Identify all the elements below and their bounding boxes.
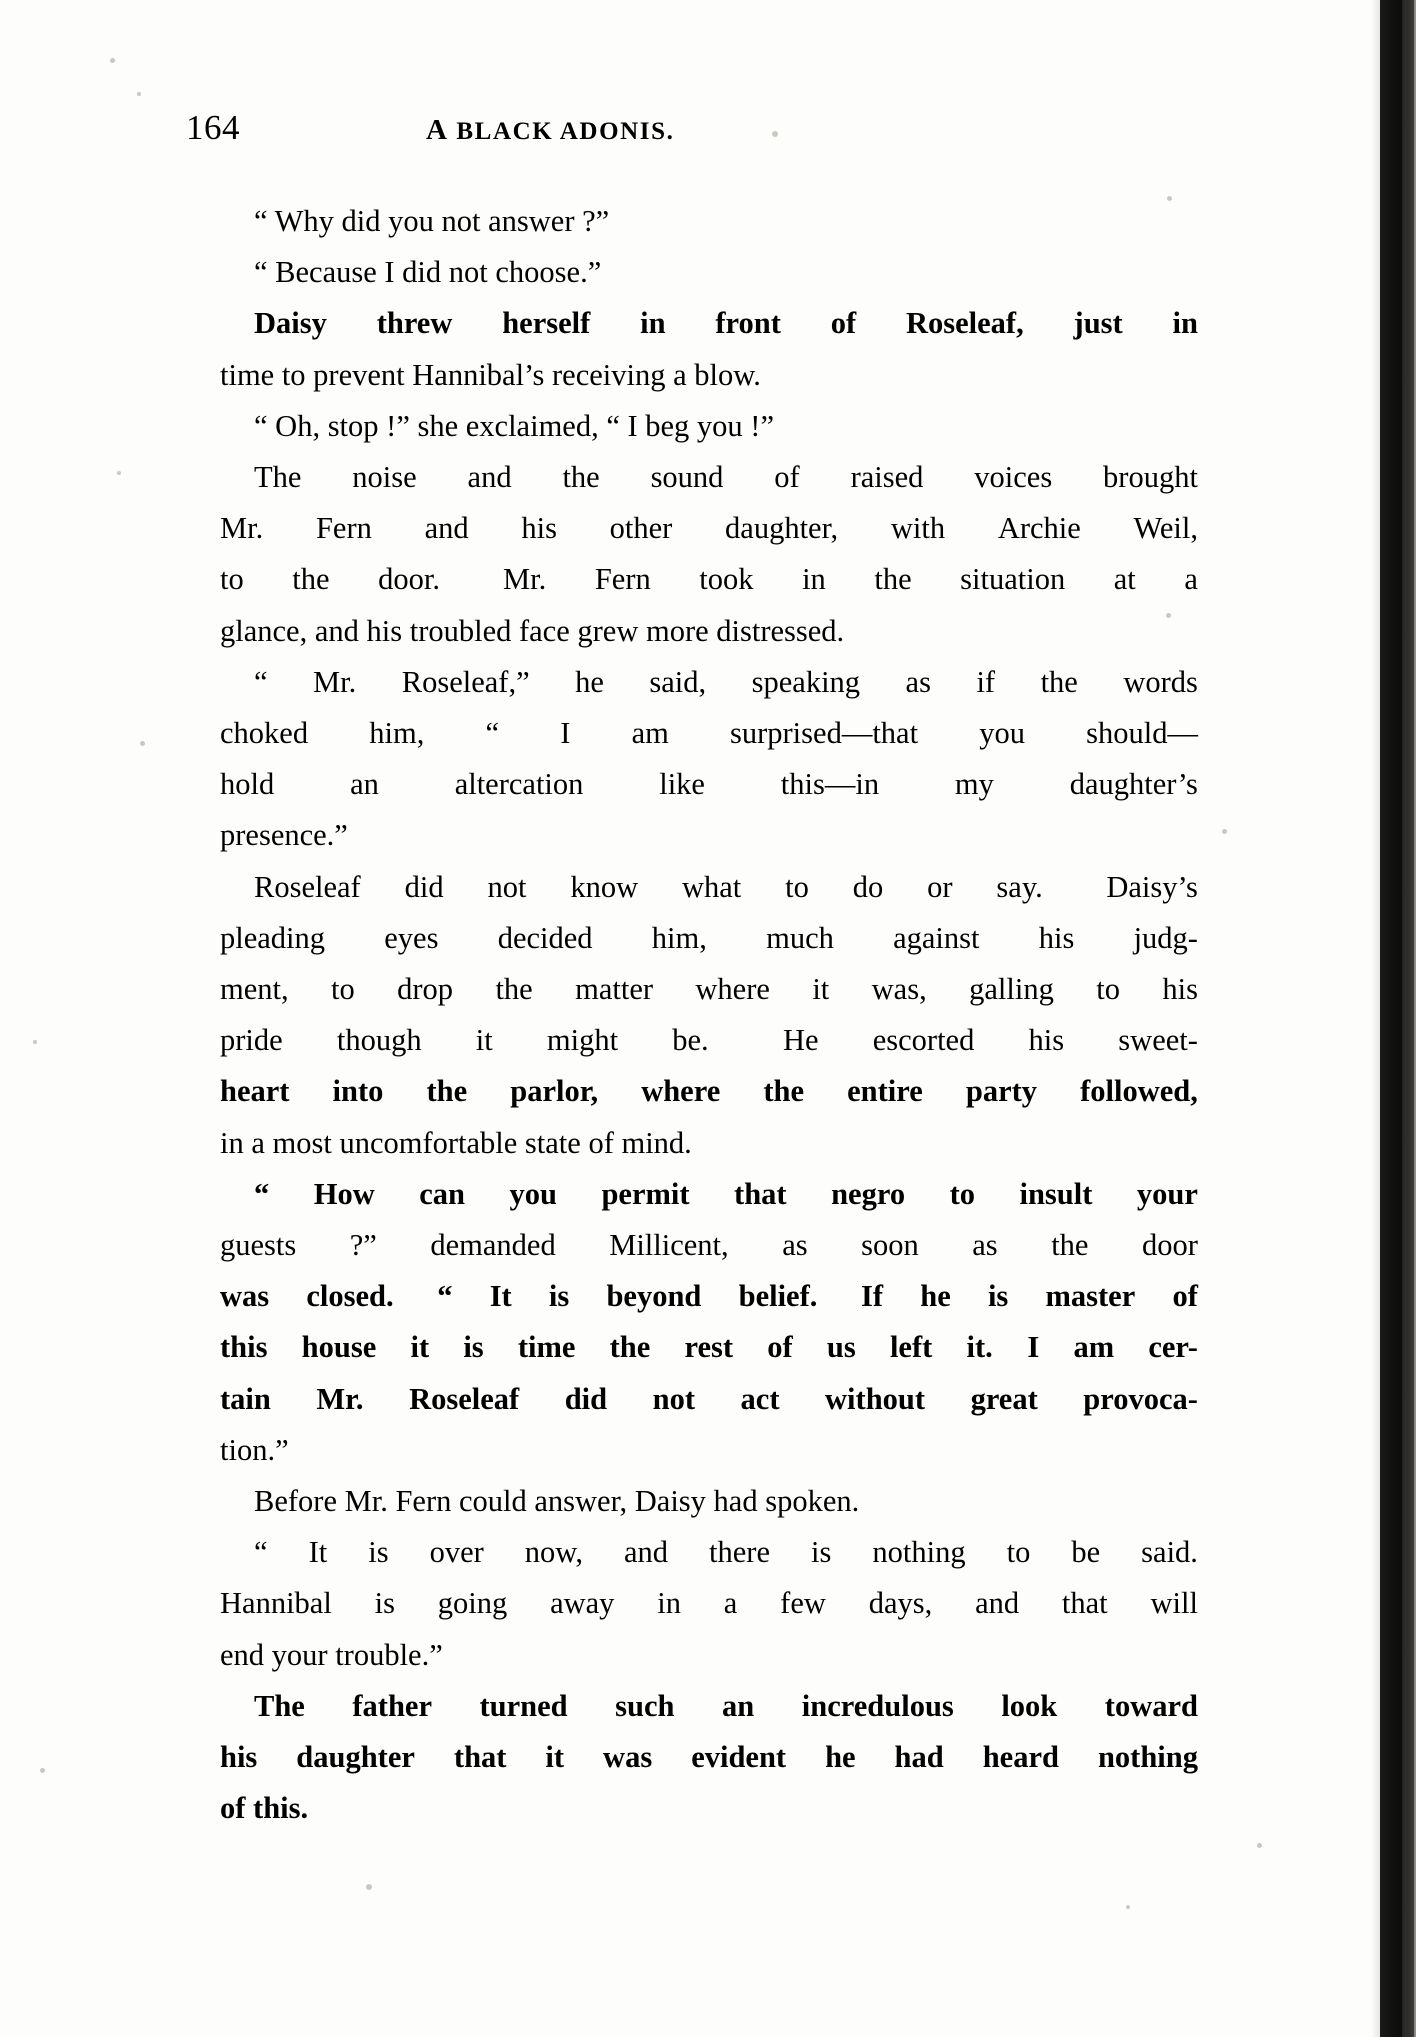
text-line bbox=[186, 1527, 1198, 1578]
word: voices bbox=[974, 460, 1053, 495]
word: and bbox=[424, 511, 469, 546]
word: into bbox=[332, 1074, 384, 1109]
word: it bbox=[812, 972, 830, 1007]
paragraph bbox=[186, 196, 1198, 247]
word: belief. bbox=[738, 1279, 818, 1314]
word: his bbox=[1162, 972, 1198, 1007]
word: drop bbox=[397, 972, 454, 1007]
word: an bbox=[722, 1688, 755, 1723]
word: turned bbox=[479, 1688, 568, 1723]
word: without bbox=[825, 1381, 926, 1416]
running-head-title: BLACK ADONIS. bbox=[456, 118, 675, 145]
word: and bbox=[975, 1586, 1020, 1621]
word: his bbox=[521, 511, 557, 546]
word: decided bbox=[497, 920, 593, 955]
word: the bbox=[426, 1074, 468, 1109]
text-line bbox=[186, 1271, 1198, 1322]
word: the bbox=[292, 562, 330, 597]
word: negro bbox=[831, 1176, 906, 1211]
word: that bbox=[734, 1176, 787, 1211]
word: It bbox=[308, 1535, 328, 1570]
word: like bbox=[659, 767, 705, 802]
word: daughter bbox=[296, 1740, 415, 1775]
word: was bbox=[220, 1279, 270, 1314]
word: was, bbox=[871, 972, 927, 1007]
word: Mr. bbox=[316, 1381, 364, 1416]
word: said, bbox=[649, 664, 707, 699]
word: heard bbox=[982, 1740, 1059, 1775]
word: with bbox=[890, 511, 946, 546]
word: I bbox=[560, 716, 571, 751]
paragraph bbox=[186, 862, 1198, 1169]
word: front bbox=[715, 306, 781, 341]
word: “ bbox=[485, 716, 500, 751]
text-line bbox=[186, 708, 1198, 759]
word: herself bbox=[502, 306, 591, 341]
text-line bbox=[186, 862, 1198, 913]
paragraph bbox=[186, 1527, 1198, 1681]
word: Millicent, bbox=[609, 1228, 729, 1263]
word: noise bbox=[352, 460, 417, 495]
word: ?” bbox=[349, 1228, 377, 1263]
word: to bbox=[331, 972, 355, 1007]
word: eyes bbox=[384, 920, 439, 955]
word: surprised—that bbox=[730, 716, 919, 751]
word: to bbox=[785, 869, 809, 904]
text-line bbox=[186, 1220, 1198, 1271]
word: him, bbox=[651, 920, 707, 955]
paragraph bbox=[186, 401, 1198, 452]
paragraph bbox=[186, 657, 1198, 862]
text-line bbox=[186, 913, 1198, 964]
word: had bbox=[894, 1740, 944, 1775]
word: situation bbox=[960, 562, 1066, 597]
word: do bbox=[852, 869, 884, 904]
word: act bbox=[740, 1381, 780, 1416]
word: The bbox=[254, 1688, 305, 1723]
paragraph bbox=[186, 1476, 1198, 1527]
word: it bbox=[410, 1330, 430, 1365]
word: us bbox=[826, 1330, 856, 1365]
word: tain bbox=[220, 1381, 271, 1416]
word: took bbox=[699, 562, 754, 597]
word: said. bbox=[1141, 1535, 1198, 1570]
word: choked bbox=[220, 716, 309, 751]
text-line bbox=[186, 1322, 1198, 1373]
word: is bbox=[811, 1535, 832, 1570]
word: pleading bbox=[220, 920, 326, 955]
word: you bbox=[509, 1176, 557, 1211]
word: might bbox=[546, 1023, 619, 1058]
word: demanded bbox=[430, 1228, 556, 1263]
text-line bbox=[186, 503, 1198, 554]
word: did bbox=[404, 869, 444, 904]
word: where bbox=[641, 1074, 721, 1109]
text-line bbox=[186, 1732, 1198, 1783]
word: pride bbox=[220, 1023, 283, 1058]
word: Hannibal bbox=[220, 1586, 332, 1621]
text-line bbox=[186, 1374, 1198, 1425]
word: How bbox=[313, 1176, 375, 1211]
word: an bbox=[350, 767, 379, 802]
word: look bbox=[1001, 1688, 1058, 1723]
word: to bbox=[1096, 972, 1120, 1007]
word: Fern bbox=[594, 562, 651, 597]
word: closed. bbox=[306, 1279, 394, 1314]
word: Roseleaf,” bbox=[401, 664, 530, 699]
word: “ bbox=[437, 1279, 453, 1314]
word: door bbox=[1141, 1228, 1198, 1263]
word: nothing bbox=[1097, 1740, 1198, 1775]
word: did bbox=[564, 1381, 608, 1416]
word: and bbox=[467, 460, 512, 495]
word: daughter, bbox=[725, 511, 839, 546]
word: door. bbox=[378, 562, 440, 597]
text-line: end your trouble.” bbox=[220, 1637, 443, 1672]
word: evident bbox=[691, 1740, 787, 1775]
word: provoca- bbox=[1083, 1381, 1198, 1416]
word: matter bbox=[575, 972, 654, 1007]
word: this bbox=[220, 1330, 268, 1365]
word: soon bbox=[861, 1228, 919, 1263]
word: Weil, bbox=[1133, 511, 1198, 546]
word: sound bbox=[650, 460, 724, 495]
word: “ bbox=[254, 664, 268, 699]
word: cer- bbox=[1148, 1330, 1198, 1365]
paragraph bbox=[186, 1681, 1198, 1835]
word: left bbox=[889, 1330, 933, 1365]
word: of bbox=[1172, 1279, 1198, 1314]
word: of bbox=[830, 306, 857, 341]
binding-edge-strip bbox=[1406, 0, 1414, 2037]
word: he bbox=[920, 1279, 951, 1314]
text-line bbox=[186, 759, 1198, 810]
word: Daisy’s bbox=[1106, 869, 1198, 904]
paragraph bbox=[186, 247, 1198, 298]
word: the bbox=[1040, 664, 1078, 699]
text-line bbox=[186, 452, 1198, 503]
text-line: “ Because I did not choose.” bbox=[254, 255, 602, 290]
body-text bbox=[186, 196, 1198, 1835]
text-line: Before Mr. Fern could answer, Daisy had spoken. bbox=[254, 1484, 860, 1519]
word: a bbox=[1184, 562, 1198, 597]
text-line bbox=[186, 1015, 1198, 1066]
word: I bbox=[1027, 1330, 1040, 1365]
word: permit bbox=[601, 1176, 690, 1211]
word: great bbox=[970, 1381, 1038, 1416]
word: altercation bbox=[454, 767, 584, 802]
word: in bbox=[802, 562, 826, 597]
word: The bbox=[254, 460, 302, 495]
word: galling bbox=[969, 972, 1054, 1007]
text-line: time to prevent Hannibal’s receiving a blow. bbox=[220, 357, 761, 392]
text-line bbox=[186, 1169, 1198, 1220]
text-line bbox=[186, 554, 1198, 605]
word: If bbox=[861, 1279, 884, 1314]
word: Roseleaf bbox=[254, 869, 361, 904]
word: ment, bbox=[220, 972, 289, 1007]
word: and bbox=[623, 1535, 669, 1570]
word: just bbox=[1073, 306, 1123, 341]
word: am bbox=[631, 716, 669, 751]
word: speaking bbox=[751, 664, 861, 699]
word: against bbox=[893, 920, 980, 955]
word: say. bbox=[996, 869, 1043, 904]
word: his bbox=[220, 1740, 258, 1775]
word: Fern bbox=[315, 511, 372, 546]
paragraph bbox=[186, 298, 1198, 400]
word: will bbox=[1150, 1586, 1198, 1621]
word: was bbox=[603, 1740, 653, 1775]
word: Mr. bbox=[503, 562, 547, 597]
word: of bbox=[774, 460, 800, 495]
word: he bbox=[575, 664, 604, 699]
word: few bbox=[780, 1586, 826, 1621]
word: over bbox=[429, 1535, 484, 1570]
paragraph bbox=[186, 452, 1198, 657]
word: not bbox=[487, 869, 527, 904]
binding-dark-strip bbox=[1380, 0, 1402, 2037]
word: a bbox=[723, 1586, 738, 1621]
word: escorted bbox=[872, 1023, 975, 1058]
word: is bbox=[548, 1279, 570, 1314]
text-line: in a most uncomfortable state of mind. bbox=[220, 1125, 692, 1160]
page-number: 164 bbox=[186, 108, 240, 147]
word: his bbox=[1038, 920, 1075, 955]
word: is bbox=[374, 1586, 395, 1621]
word: be bbox=[1071, 1535, 1101, 1570]
text-line bbox=[186, 1066, 1198, 1117]
word: it bbox=[475, 1023, 493, 1058]
word: as bbox=[782, 1228, 808, 1263]
word: he bbox=[825, 1740, 856, 1775]
word: heart bbox=[220, 1074, 290, 1109]
word: Mr. bbox=[220, 511, 264, 546]
word: the bbox=[495, 972, 533, 1007]
word: words bbox=[1123, 664, 1198, 699]
word: rest bbox=[684, 1330, 734, 1365]
word: is bbox=[368, 1535, 389, 1570]
word: the bbox=[874, 562, 912, 597]
word: of bbox=[767, 1330, 793, 1365]
word: daughter’s bbox=[1069, 767, 1198, 802]
word: in bbox=[1172, 306, 1198, 341]
word: is bbox=[987, 1279, 1009, 1314]
word: as bbox=[972, 1228, 998, 1263]
word: parlor, bbox=[510, 1074, 599, 1109]
word: time bbox=[517, 1330, 576, 1365]
text-line: glance, and his troubled face grew more distressed. bbox=[220, 613, 845, 648]
word: threw bbox=[376, 306, 453, 341]
word: sweet- bbox=[1118, 1023, 1198, 1058]
word: entire bbox=[847, 1074, 923, 1109]
running-head bbox=[426, 114, 674, 147]
word: to bbox=[949, 1176, 975, 1211]
word: Roseleaf bbox=[409, 1381, 520, 1416]
word: my bbox=[954, 767, 994, 802]
word: It bbox=[489, 1279, 512, 1314]
word: the bbox=[763, 1074, 805, 1109]
word: that bbox=[1061, 1586, 1108, 1621]
word: him, bbox=[369, 716, 425, 751]
text-line bbox=[186, 657, 1198, 708]
word: is bbox=[463, 1330, 484, 1365]
word: it bbox=[545, 1740, 565, 1775]
word: nothing bbox=[872, 1535, 966, 1570]
word: He bbox=[782, 1023, 819, 1058]
word: beyond bbox=[606, 1279, 702, 1314]
word: you bbox=[979, 716, 1025, 751]
text-line bbox=[186, 1681, 1198, 1732]
word: your bbox=[1136, 1176, 1198, 1211]
word: in bbox=[640, 306, 666, 341]
text-line: of this. bbox=[220, 1791, 309, 1826]
word: if bbox=[976, 664, 996, 699]
word: that bbox=[453, 1740, 507, 1775]
word: going bbox=[437, 1586, 508, 1621]
word: insult bbox=[1019, 1176, 1093, 1211]
word: guests bbox=[220, 1228, 297, 1263]
word: incredulous bbox=[801, 1688, 954, 1723]
word: “ bbox=[254, 1535, 268, 1570]
word: brought bbox=[1103, 460, 1198, 495]
word: what bbox=[681, 869, 742, 904]
word: to bbox=[220, 562, 244, 597]
word: house bbox=[301, 1330, 377, 1365]
word: should— bbox=[1086, 716, 1198, 751]
text-line: presence.” bbox=[220, 818, 348, 853]
word: days, bbox=[868, 1586, 933, 1621]
page-header bbox=[186, 108, 1196, 150]
word: the bbox=[1051, 1228, 1089, 1263]
text-line bbox=[186, 298, 1198, 349]
word: know bbox=[570, 869, 639, 904]
word: Mr. bbox=[313, 664, 357, 699]
word: master bbox=[1045, 1279, 1136, 1314]
word: it. bbox=[966, 1330, 993, 1365]
text-line: “ Why did you not answer ?” bbox=[254, 204, 610, 238]
word: hold bbox=[220, 767, 275, 802]
running-head-initial: A bbox=[426, 114, 449, 146]
word: followed, bbox=[1080, 1074, 1198, 1109]
word: not bbox=[652, 1381, 696, 1416]
word: though bbox=[336, 1023, 422, 1058]
word: as bbox=[905, 664, 931, 699]
word: Roseleaf, bbox=[905, 306, 1024, 341]
word: am bbox=[1073, 1330, 1115, 1365]
word: toward bbox=[1104, 1688, 1198, 1723]
text-line bbox=[186, 964, 1198, 1015]
word: at bbox=[1113, 562, 1136, 597]
word: there bbox=[709, 1535, 771, 1570]
word: Daisy bbox=[254, 306, 327, 341]
word: raised bbox=[850, 460, 924, 495]
word: to bbox=[1006, 1535, 1031, 1570]
word: judg- bbox=[1133, 920, 1198, 955]
paragraph bbox=[186, 1169, 1198, 1476]
word: this—in bbox=[780, 767, 880, 802]
word: can bbox=[419, 1176, 465, 1211]
word: or bbox=[927, 869, 953, 904]
word: away bbox=[550, 1586, 615, 1621]
word: father bbox=[352, 1688, 432, 1723]
word: where bbox=[695, 972, 770, 1007]
word: such bbox=[615, 1688, 675, 1723]
word: the bbox=[609, 1330, 651, 1365]
word: in bbox=[657, 1586, 681, 1621]
text-line bbox=[186, 1578, 1198, 1629]
word: be. bbox=[672, 1023, 709, 1058]
word: much bbox=[766, 920, 834, 955]
word: the bbox=[562, 460, 600, 495]
word: party bbox=[965, 1074, 1038, 1109]
word: his bbox=[1028, 1023, 1065, 1058]
word: now, bbox=[524, 1535, 583, 1570]
word: “ bbox=[254, 1176, 270, 1211]
word: other bbox=[609, 511, 673, 546]
word: Archie bbox=[997, 511, 1081, 546]
text-line: tion.” bbox=[220, 1432, 289, 1467]
text-line: “ Oh, stop !” she exclaimed, “ I beg you !” bbox=[254, 408, 775, 443]
